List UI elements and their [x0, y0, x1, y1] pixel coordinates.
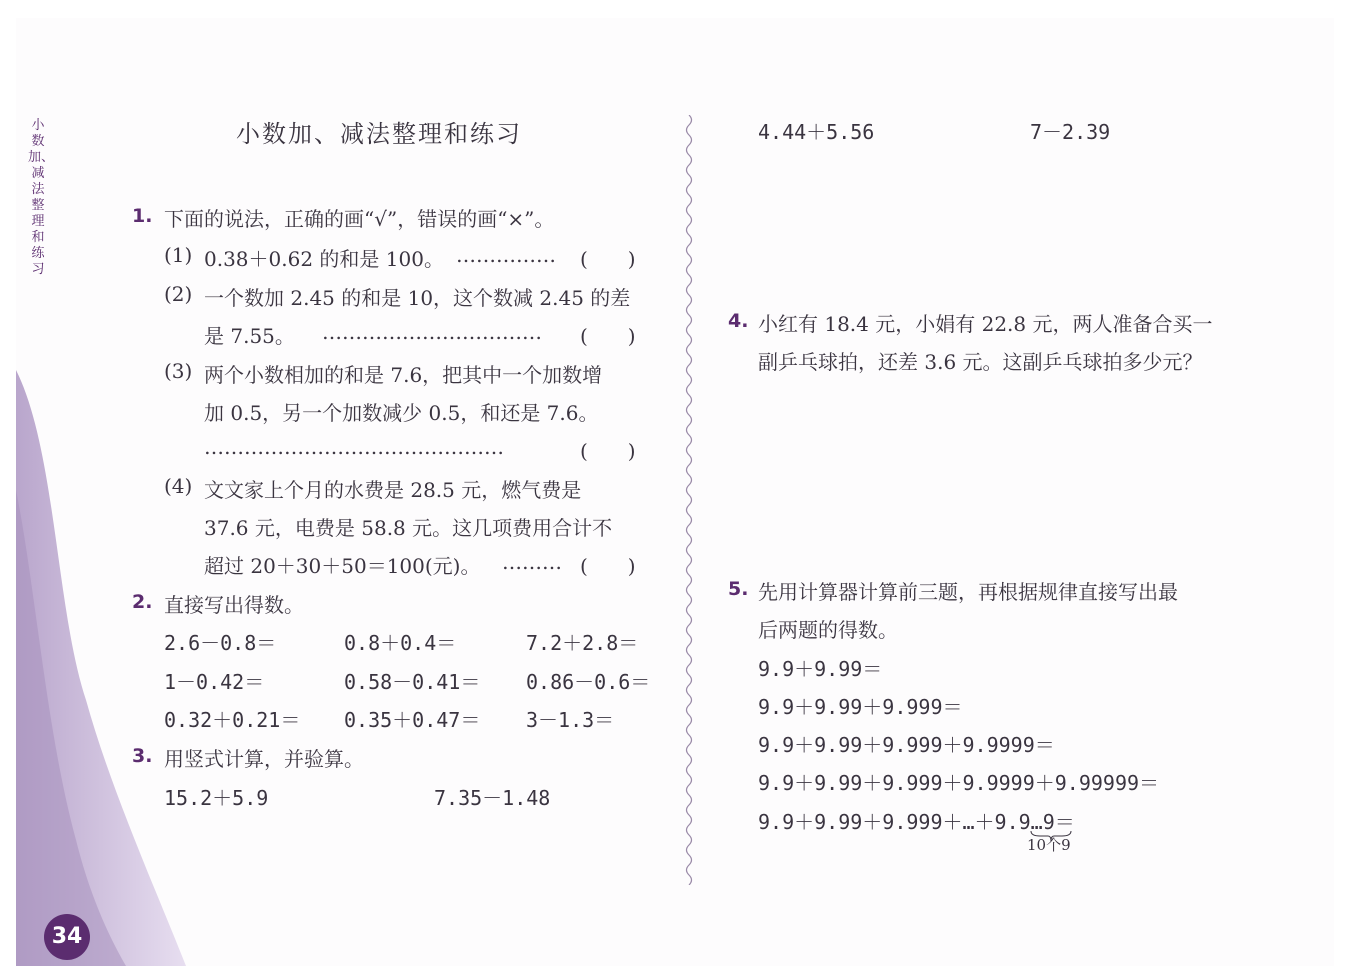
q3-number: 3.	[132, 745, 153, 767]
q5-equation: 9.9＋9.99＋9.999＝	[758, 695, 963, 719]
page-number: 34	[44, 914, 90, 960]
q5-equation: 9.9＋9.99＋9.999＋9.9999＋9.99999＝	[758, 771, 1160, 795]
q2-expression: 3－1.3＝	[526, 708, 615, 732]
q1-item-label: (1)	[164, 243, 193, 267]
answer-paren[interactable]: ( )	[580, 439, 636, 463]
q1-item-text: 一个数加 2.45 的和是 10，这个数减 2.45 的差	[204, 286, 631, 310]
q5-number: 5.	[728, 578, 749, 600]
q2-number: 2.	[132, 591, 153, 613]
q3-expression: 15.2＋5.9	[164, 786, 269, 810]
q2-expression: 0.35＋0.47＝	[344, 708, 481, 732]
q2-expression: 0.86－0.6＝	[526, 670, 651, 694]
q3-expression: 7－2.39	[1030, 120, 1111, 144]
q3-instruction: 用竖式计算，并验算。	[164, 747, 364, 771]
q1-item-text: 超过 20＋30＋50＝100(元)。	[204, 554, 481, 578]
q1-item-text: 加 0.5，另一个加数减少 0.5，和还是 7.6。	[204, 401, 599, 425]
q2-expression: 0.58－0.41＝	[344, 670, 481, 694]
q4-number: 4.	[728, 310, 749, 332]
q1-item-label: (3)	[164, 359, 193, 383]
q1-item-text: 0.38＋0.62 的和是 100。	[204, 247, 444, 271]
q1-item-text: 两个小数相加的和是 7.6，把其中一个加数增	[204, 363, 603, 387]
q5-equation: 9.9＋9.99＝	[758, 657, 883, 681]
q2-expression: 0.32＋0.21＝	[164, 708, 301, 732]
answer-paren[interactable]: ( )	[580, 554, 636, 578]
q5-equation: 9.9＋9.99＋9.999＋…＋9.9…9＝	[758, 810, 1075, 834]
q1-instruction: 下面的说法，正确的画“√”，错误的画“×”。	[164, 207, 555, 231]
dot-leader: ………	[502, 550, 562, 574]
wavy-divider	[682, 115, 696, 885]
q5-text: 后两题的得数。	[758, 618, 898, 642]
dot-leader: ………………………………………	[204, 435, 504, 459]
q2-expression: 7.2＋2.8＝	[526, 631, 639, 655]
answer-paren[interactable]: ( )	[580, 247, 636, 271]
q1-item-label: (2)	[164, 282, 193, 306]
q1-number: 1.	[132, 205, 153, 227]
q1-item-label: (4)	[164, 474, 193, 498]
side-chapter-label: 小数加、减法整理和练习	[28, 118, 55, 277]
q2-expression: 1－0.42＝	[164, 670, 265, 694]
q3-expression: 4.44＋5.56	[758, 120, 875, 144]
q1-item-text: 是 7.55。	[204, 324, 295, 348]
dot-leader: ……………	[456, 243, 556, 267]
underbrace-note: 10个9	[1027, 836, 1071, 854]
q2-instruction: 直接写出得数。	[164, 593, 304, 617]
side-decoration	[16, 370, 186, 966]
q5-equation: 9.9＋9.99＋9.999＋9.9999＝	[758, 733, 1055, 757]
q5-text: 先用计算器计算前三题，再根据规律直接写出最	[758, 580, 1178, 604]
answer-paren[interactable]: ( )	[580, 324, 636, 348]
dot-leader: ……………………………	[322, 320, 542, 344]
q2-expression: 2.6－0.8＝	[164, 631, 277, 655]
q4-text: 小红有 18.4 元，小娟有 22.8 元，两人准备合买一	[758, 312, 1213, 336]
q1-item-text: 37.6 元，电费是 58.8 元。这几项费用合计不	[204, 516, 613, 540]
q2-expression: 0.8＋0.4＝	[344, 631, 457, 655]
q4-text: 副乒乓球拍，还差 3.6 元。这副乒乓球拍多少元？	[758, 350, 1203, 374]
page-title: 小数加、减法整理和练习	[236, 120, 522, 148]
q3-expression: 7.35－1.48	[434, 786, 551, 810]
q1-item-text: 文文家上个月的水费是 28.5 元，燃气费是	[204, 478, 582, 502]
